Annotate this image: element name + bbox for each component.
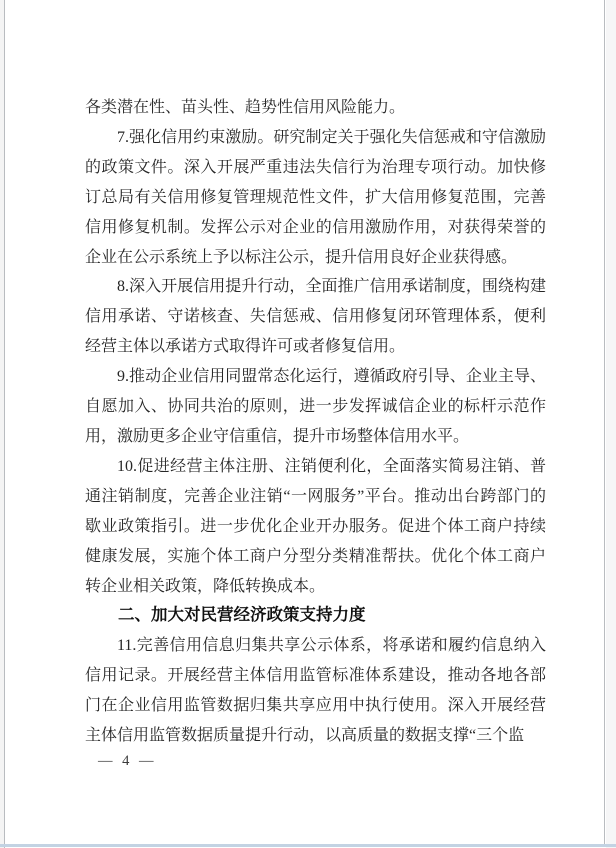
section-heading-2: 二、加大对民营经济政策支持力度 [118,606,366,625]
viewer-right-gutter [606,0,616,848]
page-number: — 4 — [98,753,157,769]
viewer-left-gutter [0,0,5,848]
document-page [5,0,605,845]
page-content [85,93,546,751]
paragraph-item-7: 7.强化信用约束激励。研究制定关于强化失信惩戒和守信激励的政策文件。深入开展严重违法失信行为治理专项行动。加快修订总局有关信用修复管理规范性文件，扩大信用修复范围，完善信用修复机制。发挥公示对企业的信用激励作用，对获得荣誉的企业在公示系统上予以标注公示，提升信用良好企业获得感。 [85,128,546,266]
paragraph-item-11: 11.完善信用信息归集共享公示体系，将承诺和履约信息纳入信用记录。开展经营主体信用监管标准体系建设，推动各地各部门在企业信用监管数据归集共享应用中执行使用。深入开展经营主体信用监管数据质量提升行动，以高质量的数据支撑“三个监 [85,637,546,745]
paragraph-continuation: 各类潜在性、苗头性、趋势性信用风险能力。 [85,99,406,116]
viewer-bottom-edge [0,844,616,847]
paragraph-item-10: 10.促进经营主体注册、注销便利化，全面落实简易注销、普通注销制度，完善企业注销“一网服务”平台。推动出台跨部门的歇业政策指引。进一步优化企业开办服务。促进个体工商户持续健康发展，实施个体工商户分型分类精准帮扶。优化个体工商户转企业相关政策，降低转换成本。 [85,457,546,595]
paragraph-item-8: 8.深入开展信用提升行动，全面推广信用承诺制度，围绕构建信用承诺、守诺核查、失信惩戒、信用修复闭环管理体系，便利经营主体以承诺方式取得许可或者修复信用。 [85,278,546,356]
paragraph-item-9: 9.推动企业信用同盟常态化运行，遵循政府引导、企业主导、自愿加入、协同共治的原则，进一步发挥诚信企业的标杆示范作用，激励更多企业守信重信，提升市场整体信用水平。 [85,368,546,445]
